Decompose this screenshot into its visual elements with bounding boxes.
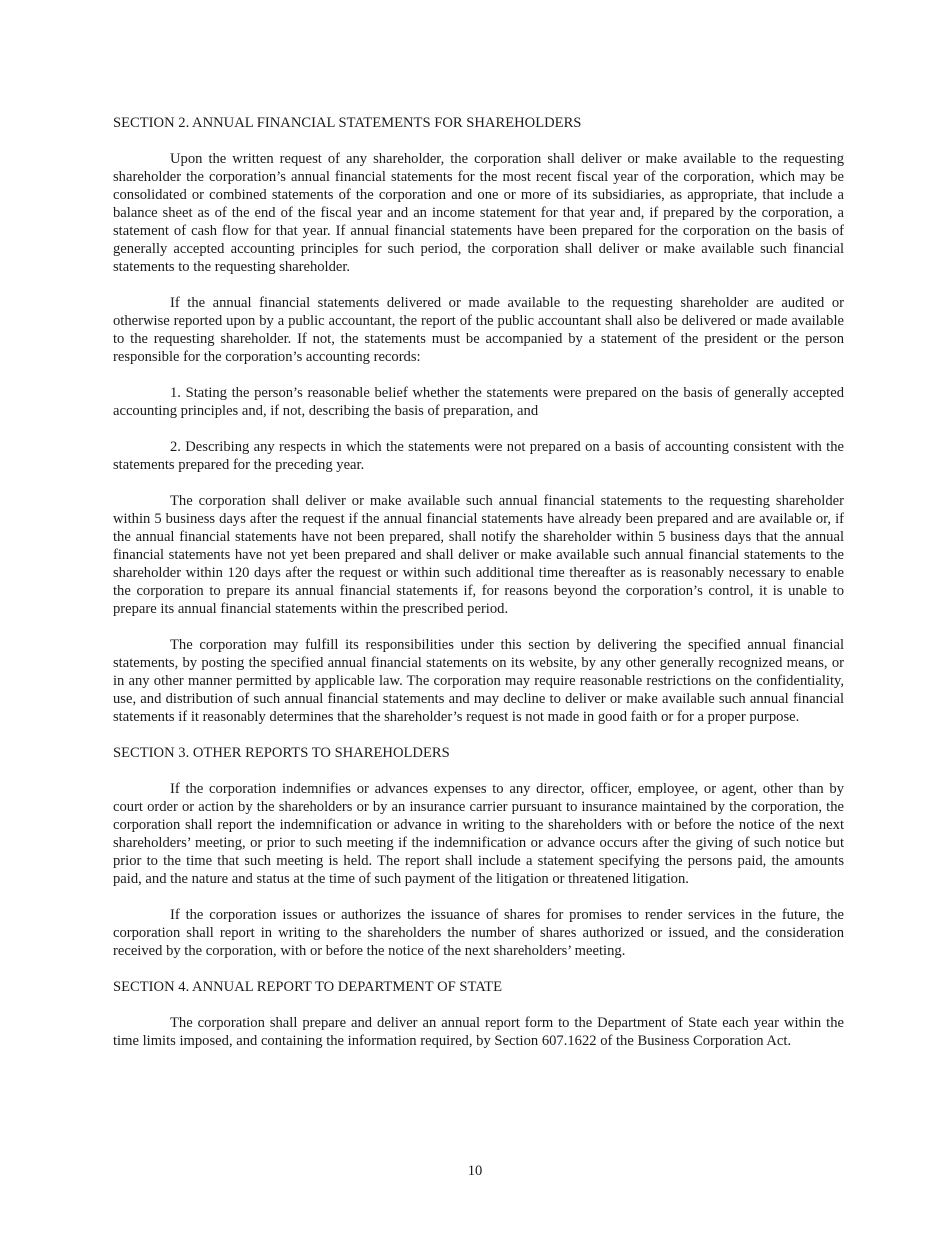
section-paragraph: If the annual financial statements delivered or made available to the requesting shareholder are audited or otherwise reported upon by a public accountant, the report of the public accountant shall also be delivered or made available to the requesting shareholder. If not, the statements must be accompanied by a statement of the president or the person responsible for the corporation’s accounting records:: [113, 295, 844, 365]
section-paragraph: If the corporation issues or authorizes the issuance of shares for promises to render services in the future, the corporation shall report in writing to the shareholders the number of shares authorized or issued, and the consideration received by the corporation, with or before the notice of the next shareholders’ meeting.: [113, 907, 844, 959]
section-4: [113, 978, 844, 1050]
section-paragraph: The corporation shall prepare and deliver an annual report form to the Department of State each year within the time limits imposed, and containing the information required, by Section 607.1622 of the Business Corporation Act.: [113, 1015, 844, 1049]
document-body: [113, 114, 844, 1068]
section-paragraph: The corporation shall deliver or make available such annual financial statements to the requesting shareholder within 5 business days after the request if the annual financial statements have already been prepared and are available or, if the annual financial statements have not been prepared, shall notify the shareholder within 5 business days that the annual financial statements have not yet been prepared and shall deliver or make available such annual financial statements to the shareholder within 120 days after the request or within such additional time thereafter as is reasonably necessary to enable the corporation to prepare its annual financial statements if, for reasons beyond the corporation’s control, it is unable to prepare its annual financial statements within the prescribed period.: [113, 493, 844, 617]
section-heading: SECTION 3. OTHER REPORTS TO SHAREHOLDERS: [113, 745, 450, 761]
section-heading: SECTION 4. ANNUAL REPORT TO DEPARTMENT OF STATE: [113, 979, 502, 995]
section-paragraph: Upon the written request of any shareholder, the corporation shall deliver or make available to the requesting shareholder the corporation’s annual financial statements for the most recent fiscal year of the corporation, which may be consolidated or combined statements of the corporation and one or more of its subsidiaries, as appropriate, that include a balance sheet as of the end of the fiscal year and an income statement for that year and, if prepared by the corporation, a statement of cash flow for that year. If annual financial statements have been prepared for the corporation on the basis of generally accepted accounting principles for such period, the corporation shall deliver or make available such financial statements to the requesting shareholder.: [113, 151, 844, 275]
page-number: 10: [467, 1163, 483, 1179]
numbered-item: 2. Describing any respects in which the statements were not prepared on a basis of accounting consistent with the statements prepared for the preceding year.: [113, 439, 844, 473]
numbered-item: 1. Stating the person’s reasonable belief whether the statements were prepared on the basis of generally accepted accounting principles and, if not, describing the basis of preparation, and: [113, 385, 844, 419]
section-3: [113, 744, 844, 960]
section-paragraph: If the corporation indemnifies or advances expenses to any director, officer, employee, or agent, other than by court order or action by the shareholders or by an insurance carrier pursuant to insurance maintained by the corporation, the corporation shall report the indemnification or advance in writing to the shareholders with or before the notice of the next shareholders’ meeting, or prior to such meeting if the indemnification or advance occurs after the giving of such notice but prior to the time that such meeting is held. The report shall include a statement specifying the persons paid, the amounts paid, and the nature and status at the time of such payment of the litigation or threatened litigation.: [113, 781, 844, 887]
section-paragraph: The corporation may fulfill its responsibilities under this section by delivering the specified annual financial statements, by posting the specified annual financial statements on its website, by any other generally recognized means, or in any other manner permitted by applicable law. The corporation may require reasonable restrictions on the confidentiality, use, and distribution of such annual financial statements and may decline to deliver or make available such annual financial statements if it reasonably determines that the shareholder’s request is not made in good faith or for a proper purpose.: [113, 637, 844, 725]
section-heading: SECTION 2. ANNUAL FINANCIAL STATEMENTS FOR SHAREHOLDERS: [113, 115, 582, 131]
section-2: [113, 114, 844, 726]
